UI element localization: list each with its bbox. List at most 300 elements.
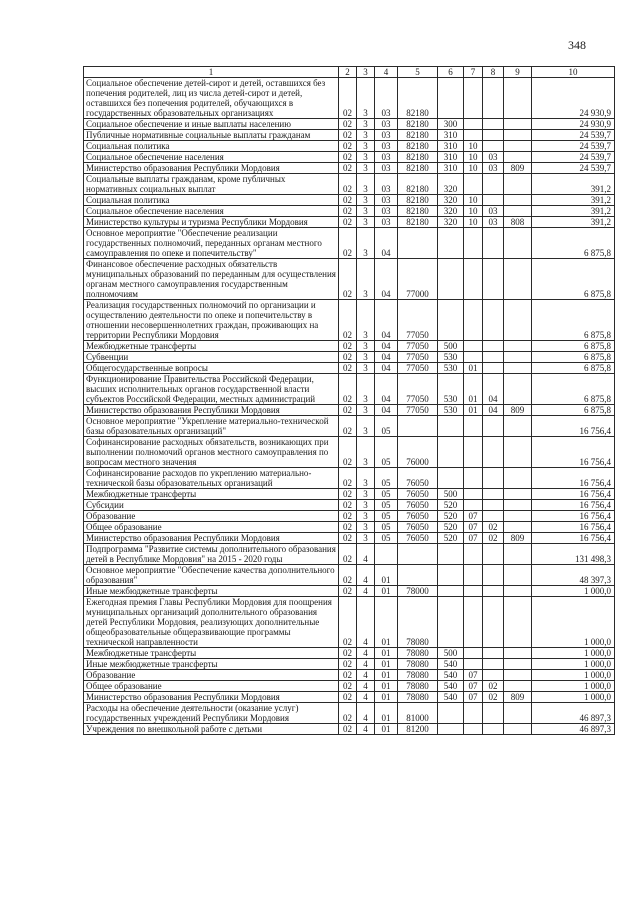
- code-ministry: [504, 416, 532, 437]
- code-program: 02: [339, 597, 357, 648]
- code-subprogram: 3: [357, 522, 375, 533]
- code-section: [464, 119, 483, 130]
- code-program: 02: [339, 500, 357, 511]
- code-section: 07: [464, 533, 483, 544]
- row-amount: 1 000,0: [532, 597, 615, 648]
- row-amount: 1 000,0: [532, 586, 615, 597]
- code-ministry: [504, 468, 532, 489]
- code-ministry: 809: [504, 533, 532, 544]
- code-measure: 03: [375, 130, 398, 141]
- table-row: [84, 437, 615, 468]
- row-amount: 391,2: [532, 195, 615, 206]
- code-measure: 05: [375, 416, 398, 437]
- row-name: Субсидии: [84, 500, 339, 511]
- code-expense-type: 540: [438, 659, 464, 670]
- code-program: 02: [339, 681, 357, 692]
- row-name: Публичные нормативные социальные выплаты гражданам: [84, 130, 339, 141]
- code-ministry: [504, 119, 532, 130]
- code-subsection: [483, 130, 504, 141]
- code-section: [464, 174, 483, 195]
- code-section: [464, 341, 483, 352]
- code-expense-type: 500: [438, 489, 464, 500]
- table-row: [84, 174, 615, 195]
- code-measure: 03: [375, 78, 398, 119]
- table-row: [84, 141, 615, 152]
- code-measure: 01: [375, 703, 398, 724]
- code-subprogram: 3: [357, 130, 375, 141]
- code-subprogram: 3: [357, 405, 375, 416]
- code-subprogram: 3: [357, 78, 375, 119]
- code-direction: 78080: [398, 670, 438, 681]
- row-name: Общее образование: [84, 522, 339, 533]
- row-amount: 1 000,0: [532, 659, 615, 670]
- code-ministry: 809: [504, 163, 532, 174]
- code-subsection: [483, 141, 504, 152]
- code-expense-type: 540: [438, 692, 464, 703]
- table-row: [84, 533, 615, 544]
- code-expense-type: 320: [438, 195, 464, 206]
- code-ministry: 809: [504, 405, 532, 416]
- table-row: [84, 163, 615, 174]
- code-subsection: [483, 703, 504, 724]
- code-subsection: [483, 489, 504, 500]
- code-section: 07: [464, 670, 483, 681]
- row-name: Основное мероприятие "Обеспечение качества дополнительного образования": [84, 565, 339, 586]
- row-name: Социальное обеспечение и иные выплаты населению: [84, 119, 339, 130]
- code-ministry: [504, 681, 532, 692]
- code-section: [464, 565, 483, 586]
- table-row: [84, 119, 615, 130]
- code-subsection: 03: [483, 163, 504, 174]
- code-measure: 05: [375, 468, 398, 489]
- code-subprogram: 3: [357, 341, 375, 352]
- row-name: Иные межбюджетные трансферты: [84, 659, 339, 670]
- row-amount: 16 756,4: [532, 437, 615, 468]
- row-name: Образование: [84, 511, 339, 522]
- row-name: Министерство образования Республики Мордовия: [84, 692, 339, 703]
- code-measure: 05: [375, 437, 398, 468]
- code-subprogram: 3: [357, 206, 375, 217]
- table-row: [84, 597, 615, 648]
- code-subprogram: 3: [357, 228, 375, 259]
- table-row: [84, 511, 615, 522]
- code-subsection: [483, 352, 504, 363]
- code-subsection: [483, 437, 504, 468]
- code-ministry: [504, 670, 532, 681]
- code-program: 02: [339, 692, 357, 703]
- row-name: Основное мероприятие "Обеспечение реализации государственных полномочий, переданных органам местного самоуправления по опеке и попечительству": [84, 228, 339, 259]
- row-name: Учреждения по внешкольной работе с детьми: [84, 724, 339, 735]
- code-ministry: [504, 659, 532, 670]
- row-amount: 16 756,4: [532, 533, 615, 544]
- code-direction: [398, 565, 438, 586]
- code-expense-type: 540: [438, 681, 464, 692]
- code-direction: 82180: [398, 217, 438, 228]
- code-section: 10: [464, 141, 483, 152]
- code-ministry: [504, 565, 532, 586]
- code-subprogram: 3: [357, 416, 375, 437]
- code-ministry: [504, 522, 532, 533]
- row-name: Ежегодная премия Главы Республики Мордовия для поощрения муниципальных организаций дополнительного образования детей Республики Мордовия, реализующих дополнительные общеобразовательные общеразвивающие программы технической направленности: [84, 597, 339, 648]
- code-ministry: [504, 597, 532, 648]
- code-measure: 03: [375, 163, 398, 174]
- row-amount: 6 875,8: [532, 352, 615, 363]
- table-row: [84, 259, 615, 300]
- code-measure: 03: [375, 206, 398, 217]
- code-ministry: [504, 437, 532, 468]
- code-direction: 82180: [398, 163, 438, 174]
- code-measure: 01: [375, 565, 398, 586]
- code-section: [464, 259, 483, 300]
- code-section: [464, 468, 483, 489]
- code-program: 02: [339, 489, 357, 500]
- code-program: 02: [339, 522, 357, 533]
- row-amount: 48 397,3: [532, 565, 615, 586]
- code-measure: 05: [375, 489, 398, 500]
- row-name: Министерство образования Республики Мордовия: [84, 163, 339, 174]
- code-subprogram: 4: [357, 703, 375, 724]
- code-direction: 77050: [398, 374, 438, 405]
- code-expense-type: 500: [438, 341, 464, 352]
- code-ministry: [504, 489, 532, 500]
- code-ministry: [504, 300, 532, 341]
- code-direction: 82180: [398, 206, 438, 217]
- code-expense-type: 310: [438, 141, 464, 152]
- code-direction: 77050: [398, 352, 438, 363]
- code-ministry: [504, 228, 532, 259]
- code-ministry: [504, 259, 532, 300]
- code-subsection: 04: [483, 405, 504, 416]
- table-row: [84, 468, 615, 489]
- code-expense-type: [438, 468, 464, 489]
- code-expense-type: 310: [438, 163, 464, 174]
- code-measure: 01: [375, 597, 398, 648]
- row-name: Субвенции: [84, 352, 339, 363]
- code-measure: 05: [375, 533, 398, 544]
- code-ministry: [504, 206, 532, 217]
- code-measure: 01: [375, 586, 398, 597]
- row-name: Расходы на обеспечение деятельности (оказание услуг) государственных учреждений Республики Мордовия: [84, 703, 339, 724]
- code-direction: 76050: [398, 522, 438, 533]
- row-name: Софинансирование расходных обязательств, возникающих при выполнении полномочий органов местного самоуправления по вопросам местного значения: [84, 437, 339, 468]
- code-measure: 01: [375, 659, 398, 670]
- code-measure: 03: [375, 195, 398, 206]
- code-section: 10: [464, 195, 483, 206]
- table-row: [84, 565, 615, 586]
- table-row: [84, 130, 615, 141]
- code-program: 02: [339, 565, 357, 586]
- code-subprogram: 3: [357, 217, 375, 228]
- code-program: 02: [339, 300, 357, 341]
- code-program: 02: [339, 259, 357, 300]
- column-header: 9: [504, 67, 532, 78]
- code-expense-type: [438, 300, 464, 341]
- code-section: 01: [464, 405, 483, 416]
- code-direction: 78080: [398, 681, 438, 692]
- table-row: [84, 586, 615, 597]
- table-row: [84, 522, 615, 533]
- code-ministry: [504, 724, 532, 735]
- row-name: Иные межбюджетные трансферты: [84, 586, 339, 597]
- code-ministry: [504, 174, 532, 195]
- code-direction: 78080: [398, 648, 438, 659]
- table-row: [84, 341, 615, 352]
- row-name: Межбюджетные трансферты: [84, 341, 339, 352]
- row-amount: 24 539,7: [532, 152, 615, 163]
- code-program: 02: [339, 217, 357, 228]
- code-direction: 78080: [398, 597, 438, 648]
- table-row: [84, 405, 615, 416]
- code-program: 02: [339, 648, 357, 659]
- code-subsection: 02: [483, 692, 504, 703]
- code-program: 02: [339, 544, 357, 565]
- code-direction: 78000: [398, 586, 438, 597]
- row-amount: 391,2: [532, 174, 615, 195]
- row-amount: 6 875,8: [532, 228, 615, 259]
- code-section: 10: [464, 163, 483, 174]
- code-section: 07: [464, 681, 483, 692]
- row-name: Социальная политика: [84, 195, 339, 206]
- code-subprogram: 4: [357, 692, 375, 703]
- code-section: [464, 78, 483, 119]
- code-program: 02: [339, 78, 357, 119]
- code-expense-type: [438, 259, 464, 300]
- row-amount: 24 539,7: [532, 141, 615, 152]
- row-name: Министерство образования Республики Мордовия: [84, 533, 339, 544]
- row-amount: 6 875,8: [532, 259, 615, 300]
- code-expense-type: 530: [438, 363, 464, 374]
- column-header: 3: [357, 67, 375, 78]
- code-subsection: [483, 363, 504, 374]
- table-row: [84, 416, 615, 437]
- code-measure: [375, 544, 398, 565]
- column-header: 5: [398, 67, 438, 78]
- row-amount: 391,2: [532, 217, 615, 228]
- row-name: Общее образование: [84, 681, 339, 692]
- row-amount: 6 875,8: [532, 405, 615, 416]
- row-amount: 16 756,4: [532, 522, 615, 533]
- table-row: [84, 500, 615, 511]
- page-number: 348: [568, 38, 586, 52]
- row-amount: 1 000,0: [532, 681, 615, 692]
- table-row: [84, 648, 615, 659]
- code-subsection: 03: [483, 217, 504, 228]
- code-expense-type: 310: [438, 152, 464, 163]
- row-amount: 6 875,8: [532, 341, 615, 352]
- code-ministry: [504, 152, 532, 163]
- row-amount: 6 875,8: [532, 374, 615, 405]
- code-subprogram: 3: [357, 174, 375, 195]
- code-measure: 04: [375, 374, 398, 405]
- code-measure: 01: [375, 692, 398, 703]
- code-direction: 77050: [398, 363, 438, 374]
- code-direction: 76050: [398, 468, 438, 489]
- table-row: [84, 300, 615, 341]
- code-subprogram: 3: [357, 489, 375, 500]
- code-section: [464, 703, 483, 724]
- code-program: 02: [339, 670, 357, 681]
- code-subprogram: 3: [357, 163, 375, 174]
- code-ministry: [504, 500, 532, 511]
- table-row: [84, 217, 615, 228]
- code-section: [464, 437, 483, 468]
- row-name: Общегосударственные вопросы: [84, 363, 339, 374]
- code-ministry: [504, 703, 532, 724]
- code-program: 02: [339, 341, 357, 352]
- row-amount: 24 539,7: [532, 163, 615, 174]
- row-amount: 24 930,9: [532, 119, 615, 130]
- code-measure: 01: [375, 670, 398, 681]
- code-subsection: 04: [483, 374, 504, 405]
- code-section: [464, 500, 483, 511]
- row-amount: 16 756,4: [532, 416, 615, 437]
- row-name: Межбюджетные трансферты: [84, 489, 339, 500]
- code-section: 10: [464, 152, 483, 163]
- code-ministry: [504, 648, 532, 659]
- row-name: Образование: [84, 670, 339, 681]
- code-program: 02: [339, 152, 357, 163]
- code-subprogram: 4: [357, 724, 375, 735]
- code-section: 10: [464, 217, 483, 228]
- code-expense-type: 530: [438, 405, 464, 416]
- code-measure: 05: [375, 522, 398, 533]
- code-subprogram: 3: [357, 352, 375, 363]
- code-direction: [398, 416, 438, 437]
- code-subsection: [483, 341, 504, 352]
- code-subprogram: 4: [357, 670, 375, 681]
- code-section: 07: [464, 511, 483, 522]
- code-direction: 82180: [398, 174, 438, 195]
- code-program: 02: [339, 130, 357, 141]
- code-direction: 81000: [398, 703, 438, 724]
- table-body: [84, 67, 615, 735]
- code-measure: 04: [375, 259, 398, 300]
- code-program: 02: [339, 703, 357, 724]
- code-measure: 03: [375, 174, 398, 195]
- code-expense-type: 520: [438, 533, 464, 544]
- code-direction: 81200: [398, 724, 438, 735]
- code-program: 02: [339, 724, 357, 735]
- code-subsection: [483, 119, 504, 130]
- code-section: 01: [464, 374, 483, 405]
- column-header: 2: [339, 67, 357, 78]
- code-program: 02: [339, 174, 357, 195]
- column-header: 10: [532, 67, 615, 78]
- code-measure: 03: [375, 141, 398, 152]
- code-program: 02: [339, 228, 357, 259]
- code-expense-type: 540: [438, 670, 464, 681]
- code-direction: 82180: [398, 195, 438, 206]
- row-name: Социальное обеспечение детей-сирот и детей, оставшихся без попечения родителей, лиц из числа детей-сирот и детей, оставшихся без попечения родителей, обучающихся в государственных образовательных организациях: [84, 78, 339, 119]
- code-measure: 01: [375, 681, 398, 692]
- code-program: 02: [339, 163, 357, 174]
- column-header: 1: [84, 67, 339, 78]
- code-measure: 01: [375, 724, 398, 735]
- code-section: 10: [464, 206, 483, 217]
- code-expense-type: 310: [438, 130, 464, 141]
- column-header: 7: [464, 67, 483, 78]
- code-subsection: [483, 597, 504, 648]
- code-subsection: [483, 174, 504, 195]
- code-subprogram: 4: [357, 681, 375, 692]
- code-ministry: [504, 511, 532, 522]
- table-row: [84, 363, 615, 374]
- code-program: 02: [339, 416, 357, 437]
- code-subsection: [483, 259, 504, 300]
- code-subsection: 02: [483, 522, 504, 533]
- code-direction: 77050: [398, 300, 438, 341]
- row-amount: 1 000,0: [532, 692, 615, 703]
- code-expense-type: [438, 703, 464, 724]
- row-amount: 16 756,4: [532, 489, 615, 500]
- code-section: [464, 544, 483, 565]
- code-measure: 03: [375, 217, 398, 228]
- code-section: [464, 489, 483, 500]
- code-subprogram: 3: [357, 300, 375, 341]
- code-expense-type: 530: [438, 352, 464, 363]
- row-name: Реализация государственных полномочий по организации и осуществлению деятельности по опеке и попечительству в отношении несовершеннолетних граждан, проживающих на территории Республики Мордовия: [84, 300, 339, 341]
- row-amount: 391,2: [532, 206, 615, 217]
- code-subsection: [483, 78, 504, 119]
- code-section: [464, 659, 483, 670]
- code-subprogram: 3: [357, 141, 375, 152]
- row-name: Основное мероприятие "Укрепление материально-технической базы образовательных организаций": [84, 416, 339, 437]
- row-amount: 24 930,9: [532, 78, 615, 119]
- code-subsection: 02: [483, 681, 504, 692]
- code-expense-type: [438, 544, 464, 565]
- code-measure: 03: [375, 152, 398, 163]
- code-section: [464, 300, 483, 341]
- table-row: [84, 544, 615, 565]
- row-amount: 6 875,8: [532, 300, 615, 341]
- code-measure: 04: [375, 363, 398, 374]
- code-subprogram: 3: [357, 468, 375, 489]
- code-program: 02: [339, 141, 357, 152]
- table-row: [84, 206, 615, 217]
- code-program: 02: [339, 206, 357, 217]
- row-amount: 16 756,4: [532, 511, 615, 522]
- code-expense-type: [438, 724, 464, 735]
- code-direction: 76050: [398, 500, 438, 511]
- code-subsection: [483, 500, 504, 511]
- code-ministry: 808: [504, 217, 532, 228]
- table-row: [84, 152, 615, 163]
- table-row: [84, 724, 615, 735]
- code-measure: 04: [375, 228, 398, 259]
- code-measure: 01: [375, 648, 398, 659]
- code-section: [464, 416, 483, 437]
- code-expense-type: 520: [438, 511, 464, 522]
- code-measure: 05: [375, 511, 398, 522]
- row-amount: 16 756,4: [532, 500, 615, 511]
- code-program: 02: [339, 119, 357, 130]
- code-expense-type: [438, 586, 464, 597]
- code-direction: 78080: [398, 659, 438, 670]
- code-expense-type: 530: [438, 374, 464, 405]
- code-expense-type: 320: [438, 217, 464, 228]
- code-subprogram: 3: [357, 437, 375, 468]
- code-direction: 78080: [398, 692, 438, 703]
- code-expense-type: 520: [438, 500, 464, 511]
- table-row: [84, 78, 615, 119]
- code-expense-type: 320: [438, 206, 464, 217]
- table-row: [84, 670, 615, 681]
- code-subprogram: 3: [357, 363, 375, 374]
- row-name: Министерство культуры и туризма Республики Мордовия: [84, 217, 339, 228]
- column-header-row: [84, 67, 615, 78]
- row-amount: 131 498,3: [532, 544, 615, 565]
- table-row: [84, 195, 615, 206]
